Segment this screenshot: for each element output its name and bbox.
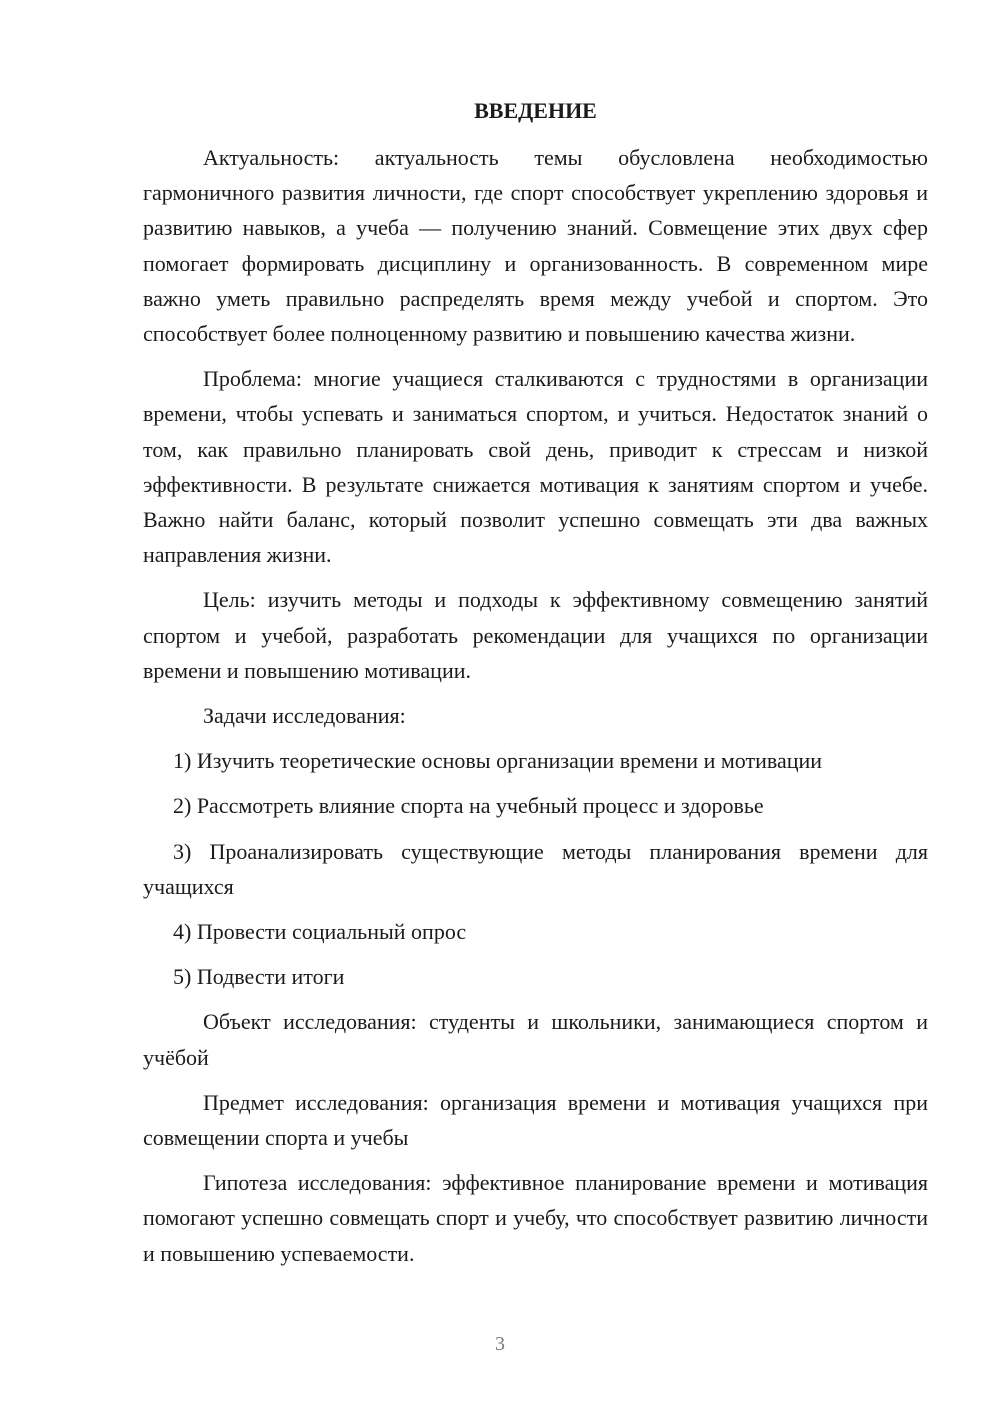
page-number: 3 [495, 1333, 505, 1355]
page-title: ВВЕДЕНИЕ [474, 98, 597, 123]
hypothesis-paragraph: Гипотеза исследования: эффективное планирование времени и мотивация помогают успешно совмещать спорт и учебу, что способствует развитию личности и повышению успеваемости. [143, 1170, 928, 1266]
object-paragraph: Объект исследования: студенты и школьники, занимающиеся спортом и учёбой [143, 1009, 928, 1070]
task-item-3: 3) Проанализировать существующие методы планирования времени для учащихся [143, 838, 928, 899]
task-item-5: 5) Подвести итоги [173, 964, 345, 990]
goal-paragraph: Цель: изучить методы и подходы к эффективному совмещению занятий спортом и учебой, разработать рекомендации для учащихся по организации времени и повышению мотивации. [143, 587, 928, 683]
subject-paragraph: Предмет исследования: организация времени и мотивация учащихся при совмещении спорта и учебы [143, 1089, 928, 1151]
task-item-4: 4) Провести социальный опрос [173, 919, 467, 945]
problem-paragraph: Проблема: многие учащиеся сталкиваются с трудностями в организации времени, чтобы успевать и заниматься спортом, и учиться. Недостаток знаний о том, как правильно планировать свой день, приводит к стрессам и низкой эффективности. В результате снижается мотивация к занятиям спортом и учебе. Важно найти баланс, который позволит успешно совмещать эти два важных направления жизни. [143, 366, 928, 568]
document-page [143, 92, 928, 1281]
task-item-2: 2) Рассмотреть влияние спорта на учебный процесс и здоровье [173, 793, 764, 819]
relevance-paragraph: Актуальность: актуальность темы обусловлена необходимостью гармоничного развития личности, где спорт способствует укреплению здоровья и развитию навыков, а учеба — получению знаний. Совмещение этих двух сфер помогает формировать дисциплину и организованность. В современном мире важно уметь правильно распределять время между учебой и спортом. Это способствует более полноценному развитию и повышению качества жизни. [143, 145, 928, 347]
task-item-1: 1) Изучить теоретические основы организации времени и мотивации [173, 748, 823, 774]
tasks-label: Задачи исследования: [203, 703, 406, 729]
